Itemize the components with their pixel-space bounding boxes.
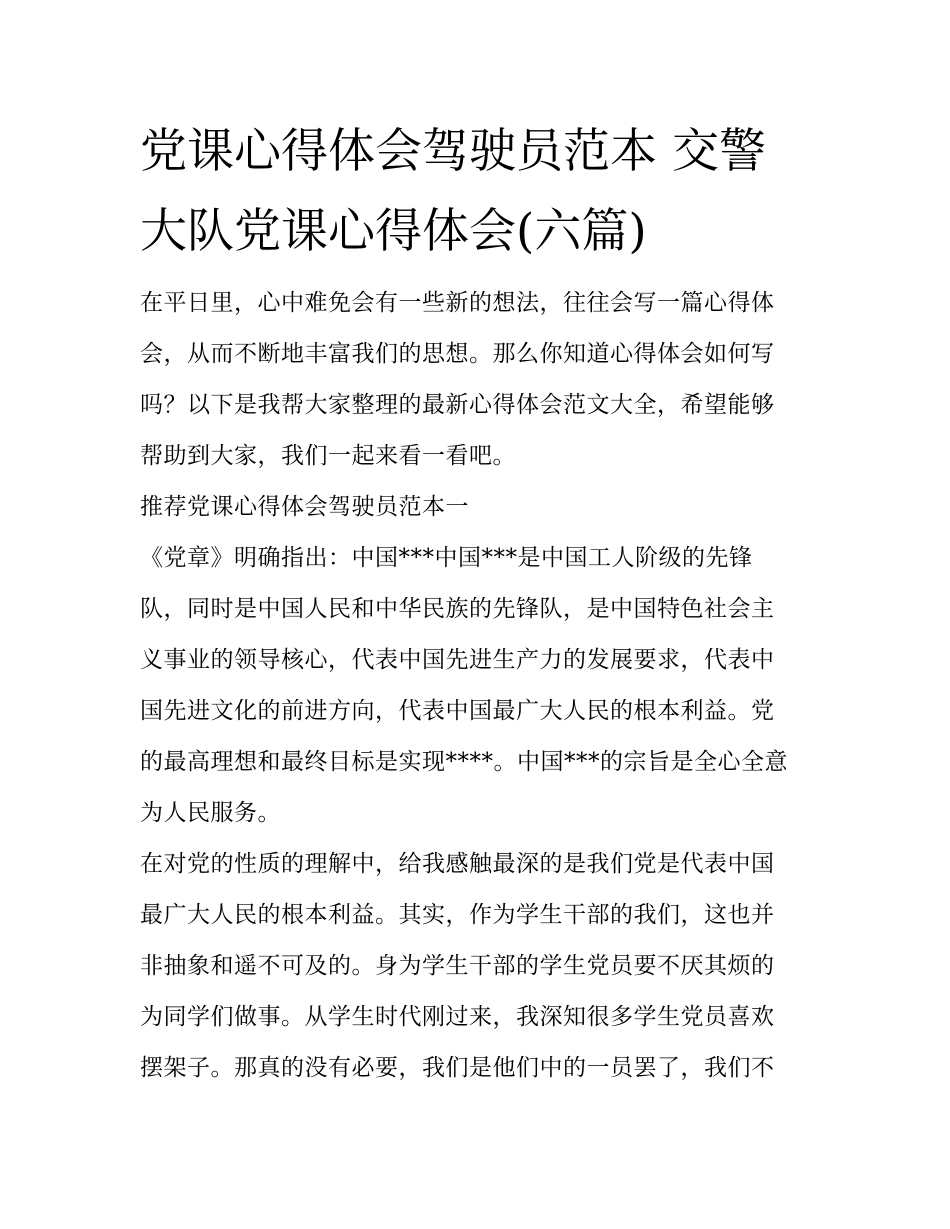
text-line: 最广大人民的根本利益。其实，作为学生干部的我们，这也并 (140, 902, 775, 928)
title-line: 党课心得体会驾驶员范本 交警 (140, 124, 766, 179)
document-title (140, 112, 812, 272)
section-heading (140, 482, 812, 533)
text-line: 在对党的性质的理解中，给我感触最深的是我们党是代表中国 (140, 851, 775, 877)
text-line: 摆架子。那真的没有必要，我们是他们中的一员罢了，我们不 (140, 1055, 775, 1081)
intro-paragraph (140, 278, 812, 482)
body-paragraph-1 (140, 533, 812, 839)
text-line: 《党章》明确指出：中国***中国***是中国工人阶级的先锋 (140, 545, 753, 571)
text-line: 推荐党课心得体会驾驶员范本一 (140, 494, 469, 520)
text-line: 吗？以下是我帮大家整理的最新心得体会范文大全，希望能够 (140, 392, 775, 418)
text-line: 非抽象和遥不可及的。身为学生干部的学生党员要不厌其烦的 (140, 953, 775, 979)
text-line: 为同学们做事。从学生时代刚过来，我深知很多学生党员喜欢 (140, 1004, 775, 1030)
text-line: 义事业的领导核心，代表中国先进生产力的发展要求，代表中 (140, 647, 775, 673)
text-line: 会，从而不断地丰富我们的思想。那么你知道心得体会如何写 (140, 341, 775, 367)
body-paragraph-2 (140, 839, 812, 1094)
text-line: 在平日里，心中难免会有一些新的想法，往往会写一篇心得体 (140, 290, 775, 316)
document-content (140, 112, 812, 1094)
text-line: 国先进文化的前进方向，代表中国最广大人民的根本利益。党 (140, 698, 775, 724)
text-line: 队，同时是中国人民和中华民族的先锋队，是中国特色社会主 (140, 596, 775, 622)
title-line: 大队党课心得体会(六篇) (140, 204, 647, 259)
text-line: 帮助到大家，我们一起来看一看吧。 (140, 443, 516, 469)
text-line: 的最高理想和最终目标是实现****。中国***的宗旨是全心全意 (140, 749, 788, 775)
text-line: 为人民服务。 (140, 800, 281, 826)
